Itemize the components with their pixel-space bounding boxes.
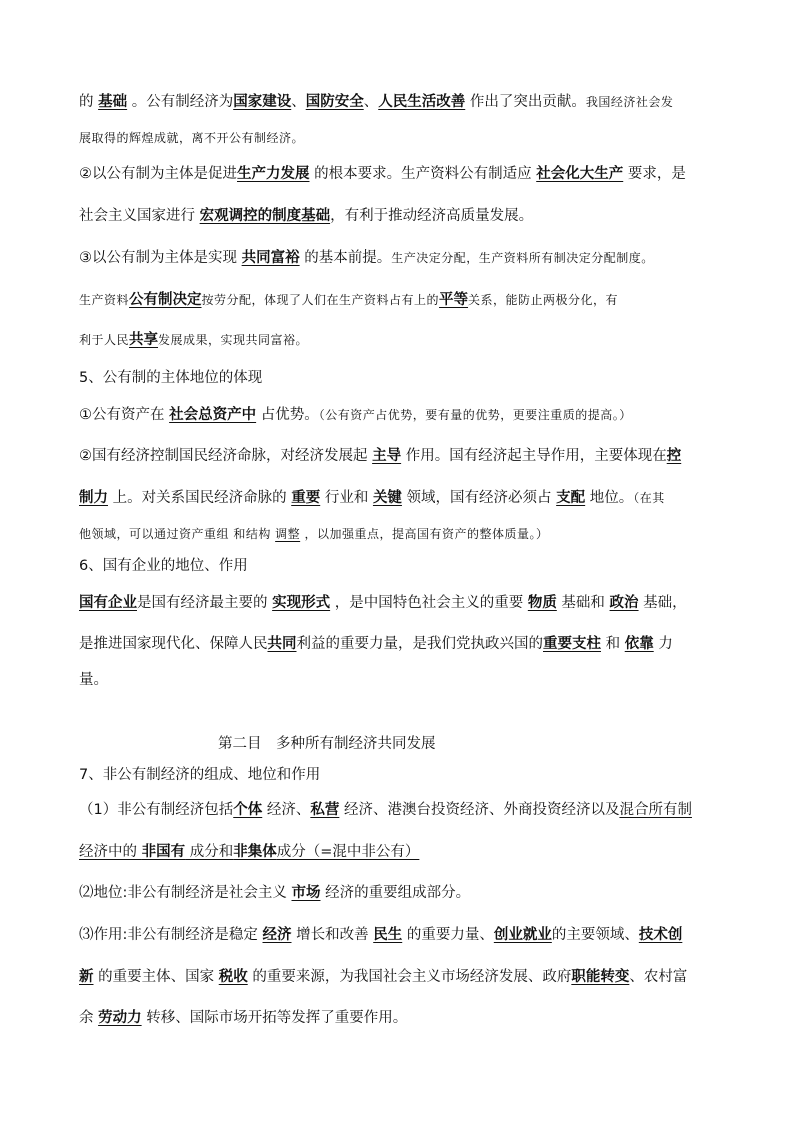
blank-answer: 共同富裕 xyxy=(241,250,300,266)
text: 基础， xyxy=(638,595,687,611)
note-text: 生产资料 xyxy=(79,293,130,307)
heading-text: 7、非公有制经济的组成、地位和作用 xyxy=(79,767,321,783)
blank-answer: 平等 xyxy=(439,292,469,308)
text: 领域，国有经济必须占 xyxy=(401,490,557,506)
blank-answer: 制力 xyxy=(79,490,108,506)
text: 力 xyxy=(653,636,673,652)
text: 上。对关系国民经济命脉的 xyxy=(108,490,292,506)
text: 的基本前提。 xyxy=(299,250,392,266)
blank-answer: 重要支柱 xyxy=(543,636,601,652)
blank-answer: 社会总资产中 xyxy=(169,407,257,423)
blank-answer: 职能转变 xyxy=(571,969,630,985)
text: 、 xyxy=(291,94,306,110)
text: 、 xyxy=(363,94,379,110)
blank-answer: 创业就业 xyxy=(493,927,552,943)
text-line-16 xyxy=(79,670,715,690)
heading-5 xyxy=(79,368,715,388)
text-line-5 xyxy=(79,248,715,268)
blank-answer: 政治 xyxy=(609,595,639,611)
blank-answer: 国家建设 xyxy=(233,94,292,110)
blank-answer: 个体 xyxy=(233,802,263,818)
text: 的重要来源，为我国社会主义市场经济发展、政府 xyxy=(247,969,572,985)
blank-answer: 宏观调控的制度基础 xyxy=(199,208,331,224)
text: 作出了突出贡献。 xyxy=(465,94,586,110)
blank-answer: 社会化大生产 xyxy=(536,166,624,182)
text: 转移、国际市场开拓等发挥了重要作用。 xyxy=(141,1010,408,1026)
blank-answer: 劳动力 xyxy=(98,1010,142,1026)
note-text: （公有资产占优势，要有量的优势，更要注重质的提高。） xyxy=(318,408,632,422)
blank-answer: 主导 xyxy=(372,448,402,464)
text-line-4 xyxy=(79,206,715,226)
text: ②国有经济控制国民经济命脉，对经济发展起 xyxy=(79,448,373,464)
note-text: ，以加强重点，提高国有资产的整体质量。） xyxy=(300,527,549,541)
blank-answer: 国有企业 xyxy=(79,595,137,611)
blank-answer: 控 xyxy=(666,448,682,464)
heading-text: 5、公有制的主体地位的体现 xyxy=(79,370,263,386)
text-line-21 xyxy=(79,925,715,945)
blank-answer: 调整 xyxy=(275,527,301,541)
note-text: 关系，能防止两极分化，有 xyxy=(468,293,619,307)
heading-6 xyxy=(79,556,715,576)
text: 经济、 xyxy=(262,802,311,818)
underlined-text: 成分和 xyxy=(185,844,234,860)
text-line-2 xyxy=(79,128,715,148)
blank-answer: 非集体 xyxy=(233,844,277,860)
note-text: 我国经济社会发 xyxy=(585,95,674,109)
text: 占优势。 xyxy=(256,407,319,423)
text: 量。 xyxy=(79,672,108,688)
text-line-7 xyxy=(79,330,715,350)
blank-answer: 物质 xyxy=(527,595,557,611)
text-line-1 xyxy=(79,92,715,112)
blank-answer: 实现形式 xyxy=(272,595,331,611)
text: 、农村富 xyxy=(629,969,688,985)
blank-answer: 公有制决定 xyxy=(129,292,202,308)
text-line-18 xyxy=(79,800,715,820)
blank-answer: 非国有 xyxy=(141,844,186,860)
blank-answer: 重要 xyxy=(291,490,321,506)
text: 是国有经济最主要的 xyxy=(137,595,273,611)
text-line-14 xyxy=(79,593,715,613)
text: 经济、港澳台投资经济、外商投资经济以及 xyxy=(339,802,620,818)
text: ②以公有制为主体是促进 xyxy=(79,166,237,182)
text-line-15 xyxy=(79,634,715,654)
blank-answer: 市场 xyxy=(291,885,321,901)
text: 的重要主体、国家 xyxy=(93,969,219,985)
text: ①公有资产在 xyxy=(79,407,170,423)
text-line-20 xyxy=(79,883,715,903)
text-line-6 xyxy=(79,290,715,310)
text: ⑶作用:非公有制经济是稳定 xyxy=(79,927,263,943)
text-line-22 xyxy=(79,967,715,987)
text: 的根本要求。生产资料公有制适应 xyxy=(309,166,537,182)
blank-answer: 支配 xyxy=(556,490,586,506)
blank-answer: 私营 xyxy=(310,802,340,818)
text: 。公有制经济为 xyxy=(127,94,234,110)
text: 基础和 xyxy=(556,595,610,611)
text: 增长和改善 xyxy=(291,927,374,943)
note-text: 按劳分配，体现了人们在生产资料占有上的 xyxy=(201,293,440,307)
text: 余 xyxy=(79,1010,99,1026)
text: 的主要领域、 xyxy=(551,927,639,943)
text-line-9 xyxy=(79,405,715,425)
text: 经济的重要组成部分。 xyxy=(320,885,471,901)
blank-answer: 关键 xyxy=(372,490,402,506)
text-line-10 xyxy=(79,446,715,466)
blank-answer: 共同 xyxy=(267,636,297,652)
text: 是推进国家现代化、保障人民 xyxy=(79,636,268,652)
blank-answer: 混合所有制 xyxy=(619,802,692,818)
text-line-12 xyxy=(79,524,715,544)
blank-answer: 生产力发展 xyxy=(237,166,310,182)
text-line-19 xyxy=(79,842,715,862)
text: 的重要力量、 xyxy=(402,927,494,943)
note-text: （在其 xyxy=(633,491,665,505)
text-line-11 xyxy=(79,488,715,508)
note-text: 发展成果，实现共同富裕。 xyxy=(158,333,309,347)
text: 行业和 xyxy=(320,490,373,506)
underlined-text: 经济中的 xyxy=(79,844,142,860)
blank-answer: 共享 xyxy=(129,332,159,348)
text: 地位。 xyxy=(585,490,634,506)
heading-7 xyxy=(79,765,715,785)
heading-text: 6、国有企业的地位、作用 xyxy=(79,558,248,574)
note-text: 利于人民 xyxy=(79,333,130,347)
note-text: 生产决定分配，生产资料所有制决定分配制度。 xyxy=(391,251,654,265)
text: ⑵地位:非公有制经济是社会主义 xyxy=(79,885,292,901)
blank-answer: 税收 xyxy=(218,969,248,985)
underlined-text: 成分（=混中非公有） xyxy=(276,844,420,860)
text-line-23 xyxy=(79,1008,715,1028)
blank-answer: 人民生活改善 xyxy=(378,94,466,110)
text: 和 xyxy=(601,636,625,652)
note-text: 展取得的辉煌成就，离不开公有制经济。 xyxy=(79,131,305,145)
text: ③以公有制为主体是实现 xyxy=(79,250,242,266)
text: （1）非公有制经济包括 xyxy=(79,802,234,818)
blank-answer: 技术创 xyxy=(638,927,683,943)
text: ，是中国特色社会主义的重要 xyxy=(330,595,528,611)
blank-answer: 经济 xyxy=(262,927,292,943)
text: 作用。国有经济起主导作用，主要体现在 xyxy=(401,448,667,464)
text: 利益的重要力量，是我们党执政兴国的 xyxy=(296,636,543,652)
blank-answer: 国防安全 xyxy=(305,94,364,110)
text: ，有利于推动经济高质量发展。 xyxy=(330,208,534,224)
text: 的 xyxy=(79,94,99,110)
text: 要求，是 xyxy=(623,166,686,182)
blank-answer: 依靠 xyxy=(624,636,654,652)
text-line-3 xyxy=(79,164,715,184)
blank-answer: 基础 xyxy=(98,94,128,110)
blank-answer: 新 xyxy=(79,969,94,985)
blank-answer: 民生 xyxy=(373,927,403,943)
text: 社会主义国家进行 xyxy=(79,208,200,224)
section-title: 第二目 多种所有制经济共同发展 xyxy=(218,736,436,752)
note-text: 他领域，可以通过资产重组 和结构 xyxy=(79,527,276,541)
